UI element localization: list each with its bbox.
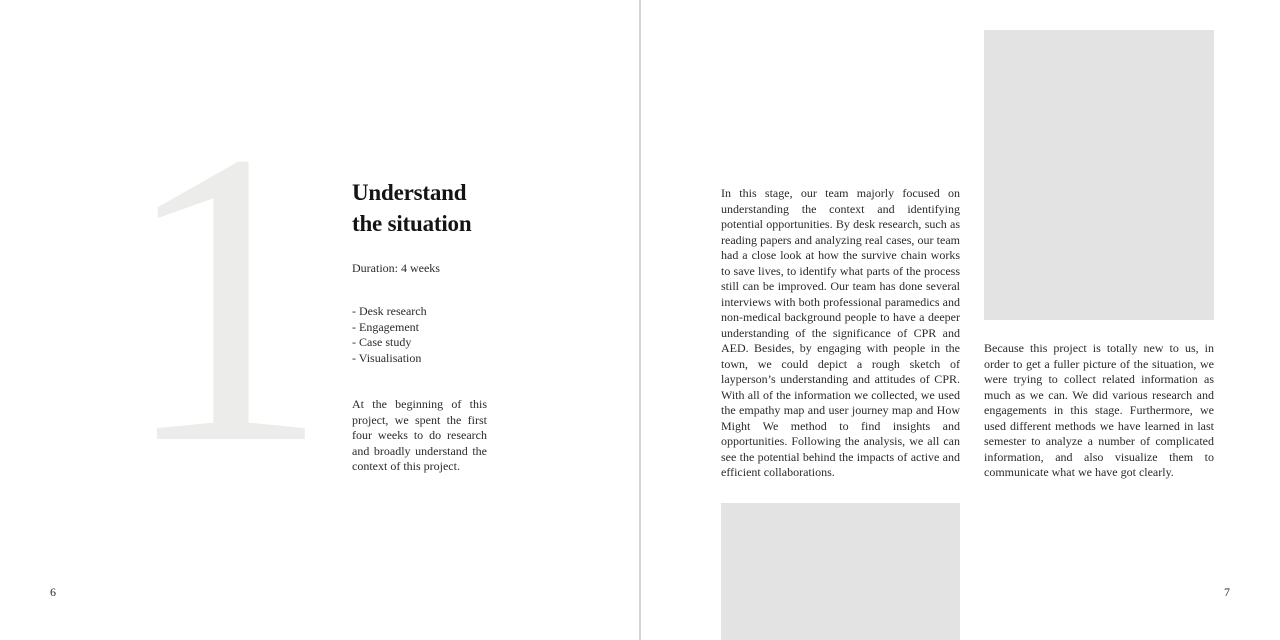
- method-item: - Visualisation: [352, 350, 422, 365]
- method-item: - Engagement: [352, 319, 419, 334]
- page-number-left: 6: [50, 585, 56, 599]
- image-placeholder-top: [984, 30, 1214, 320]
- body-paragraph-left: In this stage, our team majorly focused on understanding the context and identifying potential opportunities. By desk research, such as reading papers and analyzing real cases, our team had a close look at how the survive chain works to save lives, to identify what parts of the process still can be improved. Our team has done several interviews with both professional paramedics and non-medical background people to have a deeper understanding of the significance of CPR and AED. Besides, by engaging with people in the town, we could depict a rough sketch of layperson’s understanding and attitudes of CPR. With all of the information we collected, we used the empathy map and user journey map and How Might We method to find insights and opportunities. Following the analysis, we all can see the potential behind the impacts of active and efficient collaborations.: [721, 186, 960, 479]
- method-item: - Desk research: [352, 304, 427, 318]
- intro-paragraph: At the beginning of this project, we spent the first four weeks to do research and broadly understand the context of this project.: [352, 397, 487, 473]
- chapter-title-line-2: the situation: [352, 211, 472, 236]
- chapter-numeral: 1: [120, 65, 330, 530]
- method-list: [352, 304, 427, 366]
- left-page: [0, 0, 639, 640]
- image-placeholder-bottom: [721, 503, 960, 640]
- method-item: - Case study: [352, 335, 412, 349]
- page-number-right: 7: [1224, 585, 1230, 599]
- right-page: [641, 0, 1280, 640]
- duration-label: Duration: 4 weeks: [352, 261, 440, 275]
- body-paragraph-right: Because this project is totally new to us, in order to get a fuller picture of the situation, we were trying to collect related information as much as we can. We did various research and engagements in this stage. Furthermore, we used different methods we have learned in last semester to analyze a number of complicated information, and also visualize them to communicate what we have got clearly.: [984, 341, 1214, 479]
- chapter-title-line-1: Understand: [352, 180, 467, 205]
- chapter-title: [352, 177, 552, 239]
